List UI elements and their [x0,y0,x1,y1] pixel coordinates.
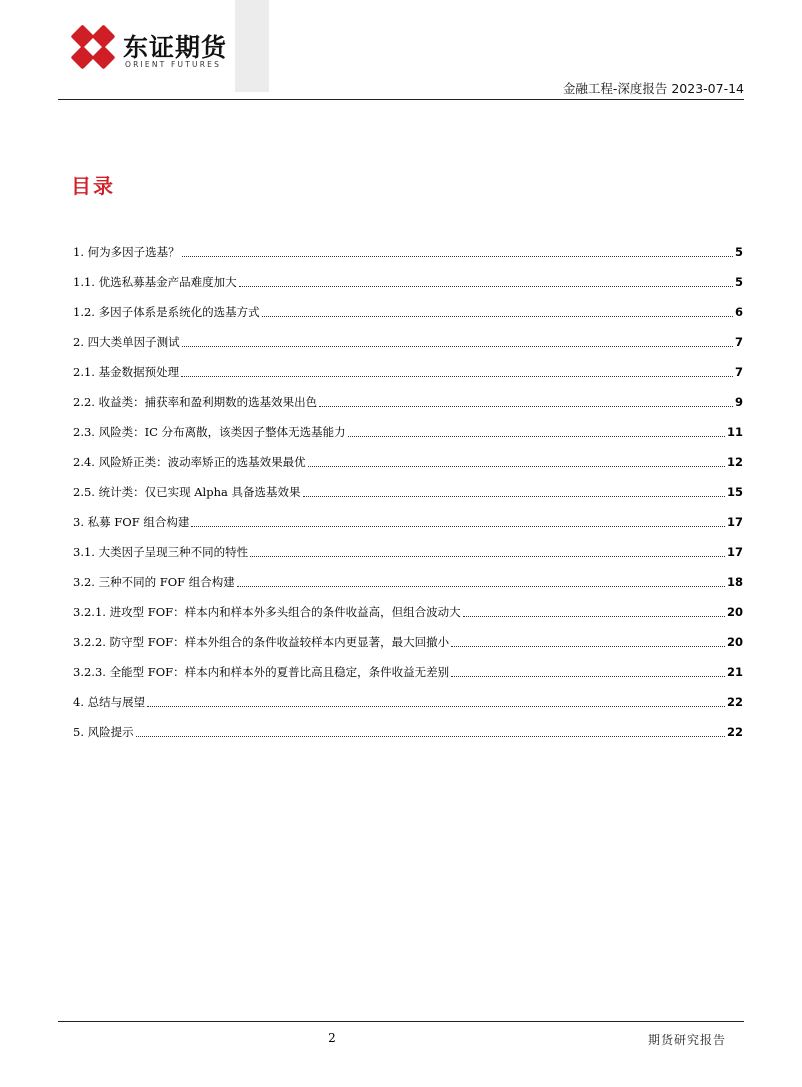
toc-entry-label: 1.2. 多因子体系是系统化的选基方式 [73,305,260,319]
toc-entry-label: 5. 风险提示 [73,725,134,739]
toc-dot-leader [182,256,733,257]
toc-entry-label: 2. 四大类单因子测试 [73,335,180,349]
toc-dot-leader [250,556,725,557]
toc-entry-label: 1.1. 优选私募基金产品难度加大 [73,275,237,289]
toc-entry-page: 11 [726,425,743,439]
toc-entry-page: 6 [734,305,743,319]
logo-english-name: ORIENT FUTURES [125,60,222,69]
toc-dot-leader [239,286,733,287]
toc-dot-leader [262,316,733,317]
company-logo [70,24,240,74]
toc-entry-label: 2.4. 风险矫正类：波动率矫正的选基效果最优 [73,455,306,469]
toc-dot-leader [308,466,725,467]
toc-entry-page: 9 [734,395,743,409]
toc-entry-label: 3.2. 三种不同的 FOF 组合构建 [73,575,235,589]
toc-entry-page: 22 [726,695,743,709]
toc-entry-label: 2.3. 风险类：IC 分布离散，该类因子整体无选基能力 [73,425,346,439]
toc-entry-label: 2.1. 基金数据预处理 [73,365,180,379]
toc-entry-page: 18 [726,575,743,589]
toc-entry[interactable] [73,650,743,680]
toc-entry-page: 12 [726,455,743,469]
toc-entry-page: 5 [734,275,743,289]
toc-entry[interactable] [73,710,743,740]
toc-entry-label: 4. 总结与展望 [73,695,146,709]
toc-entry-page: 21 [726,665,743,679]
toc-entry-page: 17 [726,515,743,529]
table-of-contents [73,230,743,740]
footer-divider [58,1021,744,1022]
toc-entry[interactable] [73,320,743,350]
toc-entry-page: 20 [726,605,743,619]
toc-entry-page: 17 [726,545,743,559]
toc-title: 目录 [71,174,115,198]
toc-dot-leader [303,496,725,497]
toc-entry-label: 3. 私募 FOF 组合构建 [73,515,190,529]
footer-label: 期货研究报告 [647,1033,726,1047]
toc-entry[interactable] [73,680,743,710]
toc-dot-leader [451,676,725,677]
toc-entry[interactable] [73,410,743,440]
toc-entry-page: 22 [726,725,743,739]
toc-entry[interactable] [73,530,743,560]
toc-entry[interactable] [73,620,743,650]
toc-dot-leader [136,736,725,737]
toc-dot-leader [181,376,733,377]
header-gray-block [235,0,269,92]
toc-dot-leader [182,346,733,347]
toc-entry-label: 1. 何为多因子选基？ [73,245,180,259]
toc-entry-label: 3.2.1. 进攻型 FOF：样本内和样本外多头组合的条件收益高，但组合波动大 [73,605,461,619]
toc-entry[interactable] [73,590,743,620]
toc-entry-label: 3.2.3. 全能型 FOF：样本内和样本外的夏普比高且稳定，条件收益无差别 [73,665,450,679]
header-divider [58,99,744,100]
toc-dot-leader [191,526,725,527]
toc-entry[interactable] [73,260,743,290]
toc-entry-label: 2.2. 收益类：捕获率和盈利期数的选基效果出色 [73,395,318,409]
report-header-info [563,79,744,97]
toc-entry-label: 3.1. 大类因子呈现三种不同的特性 [73,545,249,559]
toc-dot-leader [463,616,725,617]
toc-entry-page: 15 [726,485,743,499]
toc-entry[interactable] [73,470,743,500]
toc-dot-leader [451,646,725,647]
toc-dot-leader [237,586,725,587]
toc-entry[interactable] [73,560,743,590]
toc-entry[interactable] [73,380,743,410]
toc-entry[interactable] [73,290,743,320]
toc-entry-label: 2.5. 统计类：仅已实现 Alpha 具备选基效果 [73,485,301,499]
toc-entry-page: 7 [734,335,743,349]
toc-entry-label: 3.2.2. 防守型 FOF：样本外组合的条件收益较样本内更显著，最大回撤小 [73,635,450,649]
toc-dot-leader [319,406,733,407]
toc-entry[interactable] [73,440,743,470]
toc-entry[interactable] [73,230,743,260]
toc-entry-page: 5 [734,245,743,259]
toc-entry-page: 20 [726,635,743,649]
toc-entry[interactable] [73,350,743,380]
logo-chinese-name: 东证期货 [123,33,228,62]
logo-mark-icon [70,24,116,70]
report-date: 2023-07-14 [671,81,744,96]
toc-dot-leader [147,706,725,707]
toc-entry[interactable] [73,500,743,530]
toc-entry-page: 7 [734,365,743,379]
page-number: 2 [328,1031,336,1045]
toc-dot-leader [348,436,725,437]
report-type: 金融工程-深度报告 [562,81,668,96]
